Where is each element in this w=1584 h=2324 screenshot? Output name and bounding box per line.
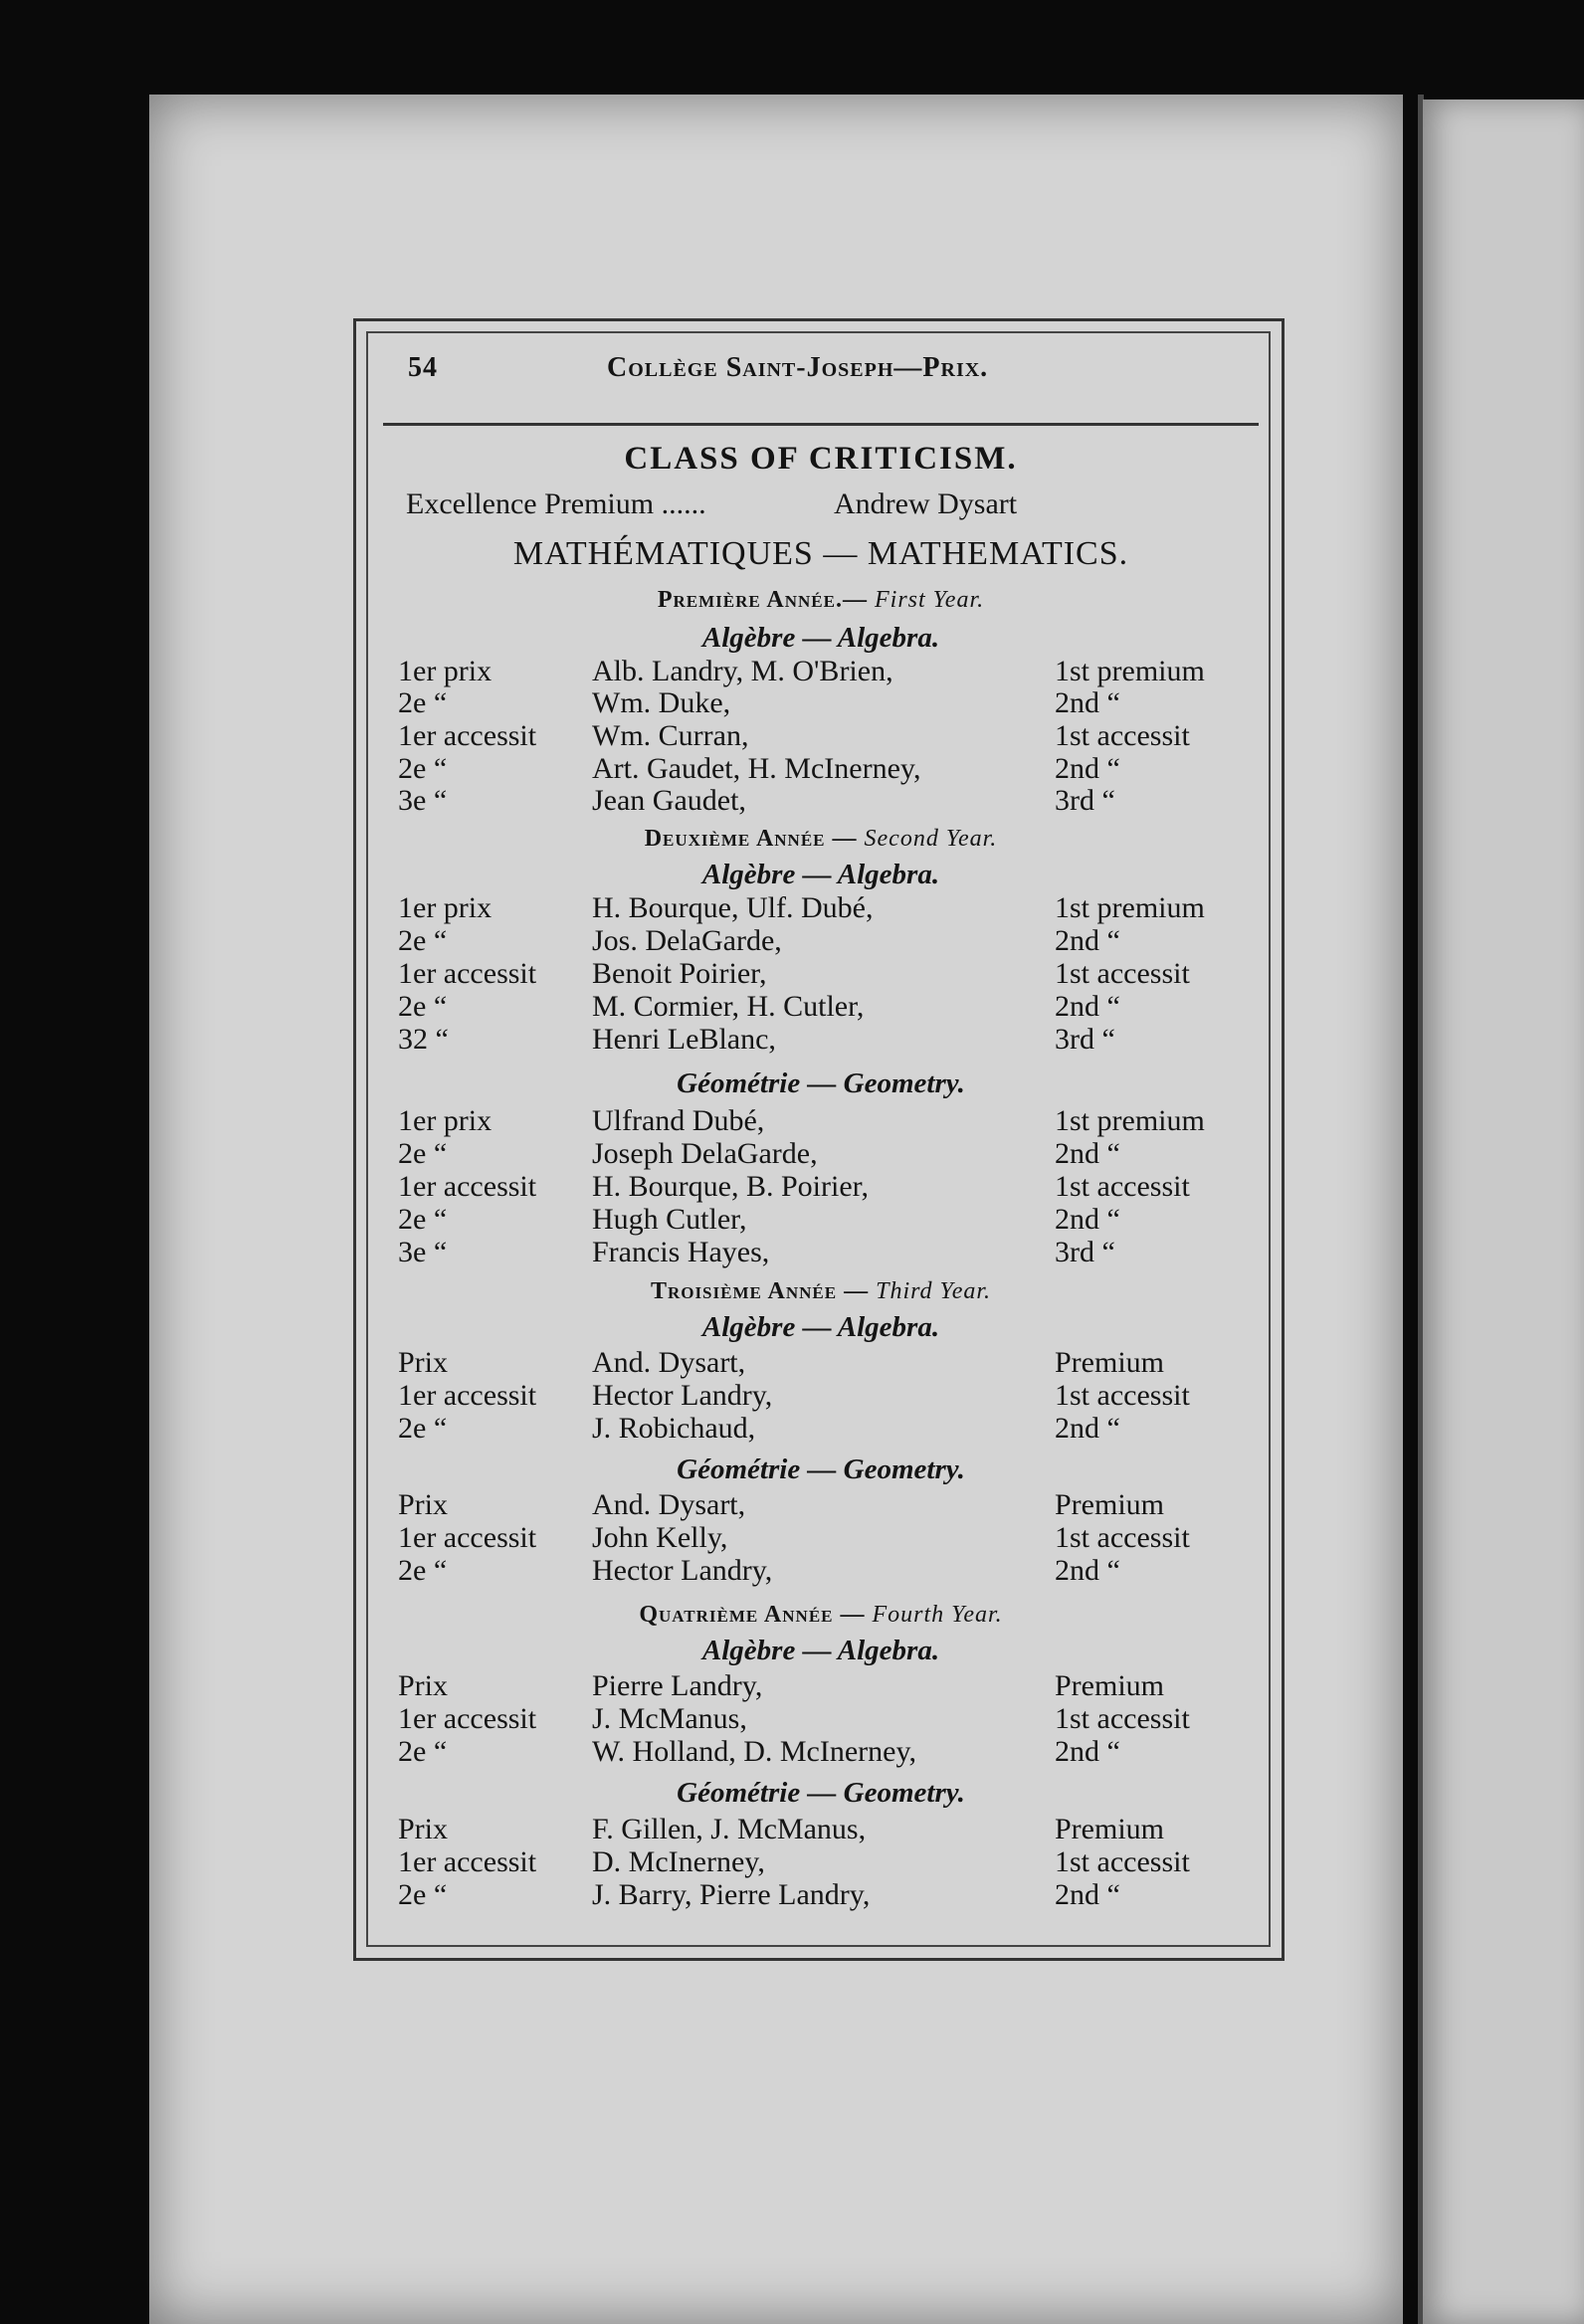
rank-french: 2e “ [398,1878,448,1911]
award-row [398,1488,1244,1522]
award-row [398,752,1244,786]
recipient-names: Wm. Duke, [592,686,731,719]
excellence-line [406,487,1018,521]
rank-french: 2e “ [398,752,448,785]
recipient-names: F. Gillen, J. McManus, [592,1813,867,1845]
rank-english: 2nd “ [1055,924,1120,957]
rank-english: 3rd “ [1055,1023,1115,1056]
year-heading [378,1602,1264,1629]
subject-heading: Géométrie — Geometry. [677,1067,965,1099]
rank-french: 1er accessit [398,719,537,752]
rank-english: 2nd “ [1055,1554,1120,1587]
award-row [398,1137,1244,1171]
rank-english: 1st accessit [1055,1170,1190,1203]
award-row [398,1412,1244,1446]
year-heading [378,587,1264,614]
rank-french: 1er prix [398,891,493,924]
rank-french: 2e “ [398,1137,448,1170]
recipient-names: Wm. Curran, [592,719,749,752]
recipient-names: Jos. DelaGarde, [592,924,782,957]
award-row [398,1379,1244,1413]
rank-english: Premium [1055,1488,1164,1521]
award-row [398,1813,1244,1846]
recipient-names: And. Dysart, [592,1346,746,1379]
award-row [398,990,1244,1024]
award-row [398,1554,1244,1588]
recipient-names: Henri LeBlanc, [592,1023,776,1056]
rank-french: 1er accessit [398,957,537,990]
rank-french: 1er accessit [398,1521,537,1554]
rank-english: 2nd “ [1055,990,1120,1023]
rank-english: Premium [1055,1669,1164,1702]
award-row [398,1346,1244,1380]
rank-french: Prix [398,1488,449,1521]
year-heading [378,826,1264,853]
year-heading-french: Troisième Année — [650,1278,870,1304]
year-heading-french: Quatrième Année — [639,1602,866,1628]
recipient-names: H. Bourque, Ulf. Dubé, [592,891,874,924]
award-row [398,1170,1244,1204]
award-row [398,1702,1244,1736]
rank-english: 1st premium [1055,891,1205,924]
rank-english: Premium [1055,1346,1164,1379]
award-row [398,1669,1244,1703]
rank-english: 3rd “ [1055,784,1115,817]
rank-french: 2e “ [398,990,448,1023]
recipient-names: H. Bourque, B. Poirier, [592,1170,869,1203]
rank-english: 1st accessit [1055,719,1190,752]
recipient-names: And. Dysart, [592,1488,746,1521]
subject-heading: Algèbre — Algebra. [701,859,940,890]
year-heading [378,1278,1264,1305]
award-row [398,686,1244,720]
recipient-names: Hector Landry, [592,1554,773,1587]
recipient-names: J. Robichaud, [592,1412,756,1445]
award-row [398,1236,1244,1269]
recipient-names: John Kelly, [592,1521,728,1554]
recipient-names: Ulfrand Dubé, [592,1104,765,1137]
rank-french: 2e “ [398,1735,448,1768]
subject-heading: Algèbre — Algebra. [701,1635,940,1666]
class-title: CLASS OF CRITICISM. [624,441,1018,477]
header-rule [383,423,1259,426]
award-row [398,1104,1244,1138]
rank-french: 3e “ [398,784,448,817]
rank-french: 1er prix [398,655,493,687]
recipient-names: Joseph DelaGarde, [592,1137,818,1170]
recipient-names: Hugh Cutler, [592,1203,747,1236]
rank-english: 3rd “ [1055,1236,1115,1268]
recipient-names: Benoit Poirier, [592,957,767,990]
recipient-names: Pierre Landry, [592,1669,763,1702]
excellence-name: Andrew Dysart [834,487,1018,520]
year-heading-english: Second Year. [864,826,998,852]
excellence-label: Excellence Premium ...... [406,487,706,520]
rank-french: Prix [398,1346,449,1379]
rank-english: 1st accessit [1055,1845,1190,1878]
rank-english: 2nd “ [1055,686,1120,719]
page-header [398,348,1214,388]
award-row [398,1845,1244,1879]
award-row [398,957,1244,991]
award-row [398,719,1244,753]
award-row [398,924,1244,958]
recipient-names: M. Cormier, H. Cutler, [592,990,865,1023]
rank-french: 2e “ [398,1412,448,1445]
recipient-names: Hector Landry, [592,1379,773,1412]
rank-french: 2e “ [398,924,448,957]
award-row [398,891,1244,925]
rank-french: 32 “ [398,1023,449,1056]
rank-french: 1er prix [398,1104,493,1137]
award-row [398,1023,1244,1057]
main-title: MATHÉMATIQUES — MATHEMATICS. [512,535,1129,572]
rank-english: 2nd “ [1055,1412,1120,1445]
subject-heading: Algèbre — Algebra. [701,622,940,654]
rank-french: 1er accessit [398,1170,537,1203]
rank-french: 1er accessit [398,1702,537,1735]
year-heading-french: Deuxième Année — [644,826,858,852]
rank-french: Prix [398,1813,449,1845]
award-row [398,655,1244,688]
recipient-names: Art. Gaudet, H. McInerney, [592,752,921,785]
recipient-names: Alb. Landry, M. O'Brien, [592,655,893,687]
award-row [398,784,1244,818]
rank-english: 1st accessit [1055,957,1190,990]
rank-french: 2e “ [398,686,448,719]
recipient-names: W. Holland, D. McInerney, [592,1735,917,1768]
rank-french: Prix [398,1669,449,1702]
page-number: 54 [408,352,438,383]
rank-english: 1st accessit [1055,1379,1190,1412]
year-heading-english: Fourth Year. [872,1602,1003,1628]
rank-english: 2nd “ [1055,1878,1120,1911]
subject-heading: Algèbre — Algebra. [701,1311,940,1343]
rank-english: 1st premium [1055,1104,1205,1137]
recipient-names: J. McManus, [592,1702,747,1735]
subject-heading: Géométrie — Geometry. [677,1453,965,1485]
rank-english: 2nd “ [1055,1203,1120,1236]
recipient-names: Jean Gaudet, [592,784,746,817]
rank-english: 2nd “ [1055,1735,1120,1768]
running-head: Collège Saint-Joseph—Prix. [607,352,989,383]
rank-english: Premium [1055,1813,1164,1845]
rank-french: 1er accessit [398,1379,537,1412]
rank-french: 2e “ [398,1554,448,1587]
rank-english: 1st premium [1055,655,1205,687]
recipient-names: D. McInerney, [592,1845,765,1878]
rank-english: 1st accessit [1055,1702,1190,1735]
recipient-names: Francis Hayes, [592,1236,770,1268]
year-heading-english: Third Year. [876,1278,992,1304]
year-heading-english: First Year. [874,587,985,613]
rank-french: 2e “ [398,1203,448,1236]
adjacent-page-edge [1423,99,1584,2324]
rank-english: 1st accessit [1055,1521,1190,1554]
rank-english: 2nd “ [1055,1137,1120,1170]
award-row [398,1203,1244,1237]
award-row [398,1521,1244,1555]
rank-english: 2nd “ [1055,752,1120,785]
rank-french: 1er accessit [398,1845,537,1878]
award-row [398,1735,1244,1769]
rank-french: 3e “ [398,1236,448,1268]
recipient-names: J. Barry, Pierre Landry, [592,1878,871,1911]
award-row [398,1878,1244,1912]
year-heading-french: Première Année.— [657,587,868,613]
subject-heading: Géométrie — Geometry. [677,1777,965,1809]
